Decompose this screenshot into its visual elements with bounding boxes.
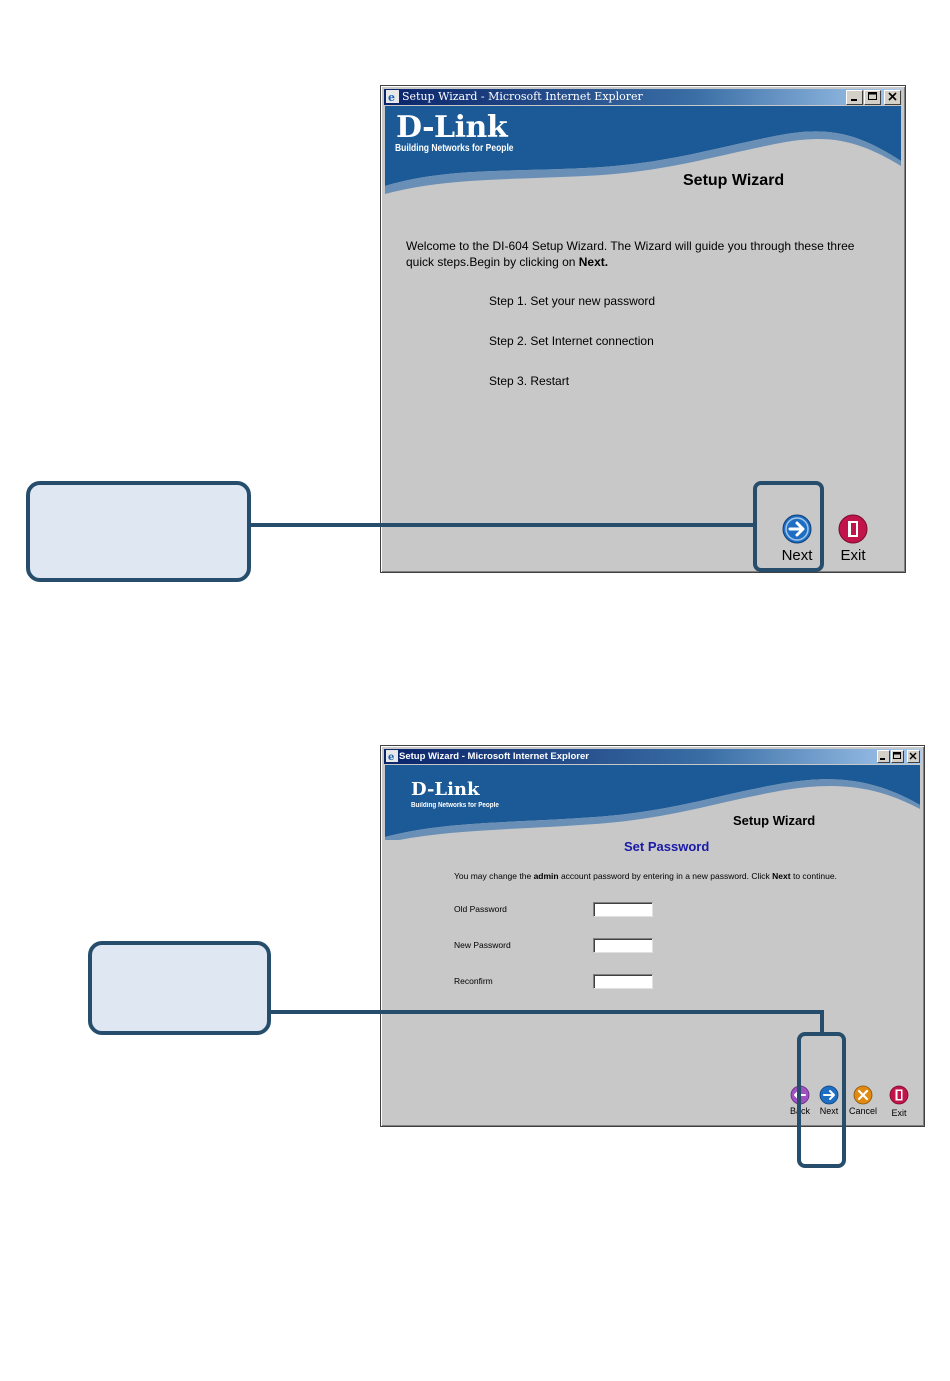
title-bar xyxy=(384,89,902,105)
old-password-input[interactable] xyxy=(593,902,653,917)
close-button[interactable] xyxy=(907,750,920,763)
window-title: Setup Wizard - Microsoft Internet Explorer xyxy=(402,90,643,103)
new-password-input[interactable] xyxy=(593,938,653,953)
maximize-icon xyxy=(892,751,903,761)
maximize-button[interactable] xyxy=(891,750,904,763)
callout-box-2 xyxy=(88,941,271,1035)
cancel-icon xyxy=(853,1085,873,1105)
exit-label: Exit xyxy=(840,547,866,564)
exit-button[interactable] xyxy=(886,1085,912,1118)
callout-connector-2-vertical xyxy=(820,1010,824,1034)
exit-label: Exit xyxy=(891,1108,907,1118)
tagline: Building Networks for People xyxy=(395,143,514,154)
section-title: Set Password xyxy=(624,839,710,854)
old-password-label: Old Password xyxy=(454,904,507,914)
new-password-label: New Password xyxy=(454,940,511,950)
exit-button[interactable] xyxy=(833,514,873,564)
svg-text:e: e xyxy=(388,91,395,103)
next-highlight-1 xyxy=(753,481,824,572)
instr-admin: admin xyxy=(533,871,559,881)
callout-connector-2-horizontal xyxy=(271,1010,824,1014)
step-3: Step 3. Restart xyxy=(489,374,570,388)
minimize-icon xyxy=(878,751,889,761)
reconfirm-input[interactable] xyxy=(593,974,653,989)
title-bar xyxy=(384,749,921,764)
maximize-icon xyxy=(866,91,879,102)
tagline: Building Networks for People xyxy=(411,802,499,809)
instr-part-2: account password by entering in a new password. Click xyxy=(558,871,773,881)
callout-box-1 xyxy=(26,481,251,582)
step-2: Step 2. Set Internet connection xyxy=(489,334,654,348)
welcome-body: Welcome to the DI-604 Setup Wizard. The Wizard will guide you through these three quick steps.Begin by clicking on xyxy=(406,239,855,269)
instr-next: Next xyxy=(772,871,791,881)
instr-part-1: You may change the xyxy=(454,871,534,881)
close-icon xyxy=(908,751,919,761)
instr-part-3: to continue. xyxy=(790,871,837,881)
exit-icon xyxy=(889,1085,909,1105)
callout-connector-1 xyxy=(251,523,754,527)
svg-text:e: e xyxy=(387,751,395,762)
minimize-button[interactable] xyxy=(846,90,863,105)
dlink-logo: D-Link xyxy=(396,110,508,145)
reconfirm-label: Reconfirm xyxy=(454,976,493,986)
back-label: Back xyxy=(789,1106,810,1116)
page-title: Setup Wizard xyxy=(683,172,785,189)
window-title: Setup Wizard - Microsoft Internet Explorer xyxy=(399,751,589,762)
dlink-logo: D-Link xyxy=(411,779,480,800)
ie-icon xyxy=(386,90,399,103)
ie-icon xyxy=(386,750,398,762)
page-title: Setup Wizard xyxy=(733,813,816,828)
dlink-banner xyxy=(385,765,920,840)
cancel-button[interactable] xyxy=(846,1085,880,1116)
welcome-next-word: Next. xyxy=(578,255,609,269)
welcome-text xyxy=(406,238,881,270)
cancel-label: Cancel xyxy=(848,1106,877,1116)
dlink-banner xyxy=(385,106,901,216)
next-highlight-2 xyxy=(797,1032,846,1168)
next-label: Next xyxy=(819,1106,839,1116)
minimize-icon xyxy=(848,91,861,102)
setup-wizard-window-1 xyxy=(380,85,906,573)
minimize-button[interactable] xyxy=(877,750,890,763)
exit-icon xyxy=(838,514,868,544)
maximize-button[interactable] xyxy=(864,90,881,105)
close-icon xyxy=(886,91,899,102)
next-label: Next xyxy=(781,547,813,564)
step-1: Step 1. Set your new password xyxy=(489,294,656,308)
instruction-text xyxy=(454,871,837,881)
close-button[interactable] xyxy=(884,90,901,105)
